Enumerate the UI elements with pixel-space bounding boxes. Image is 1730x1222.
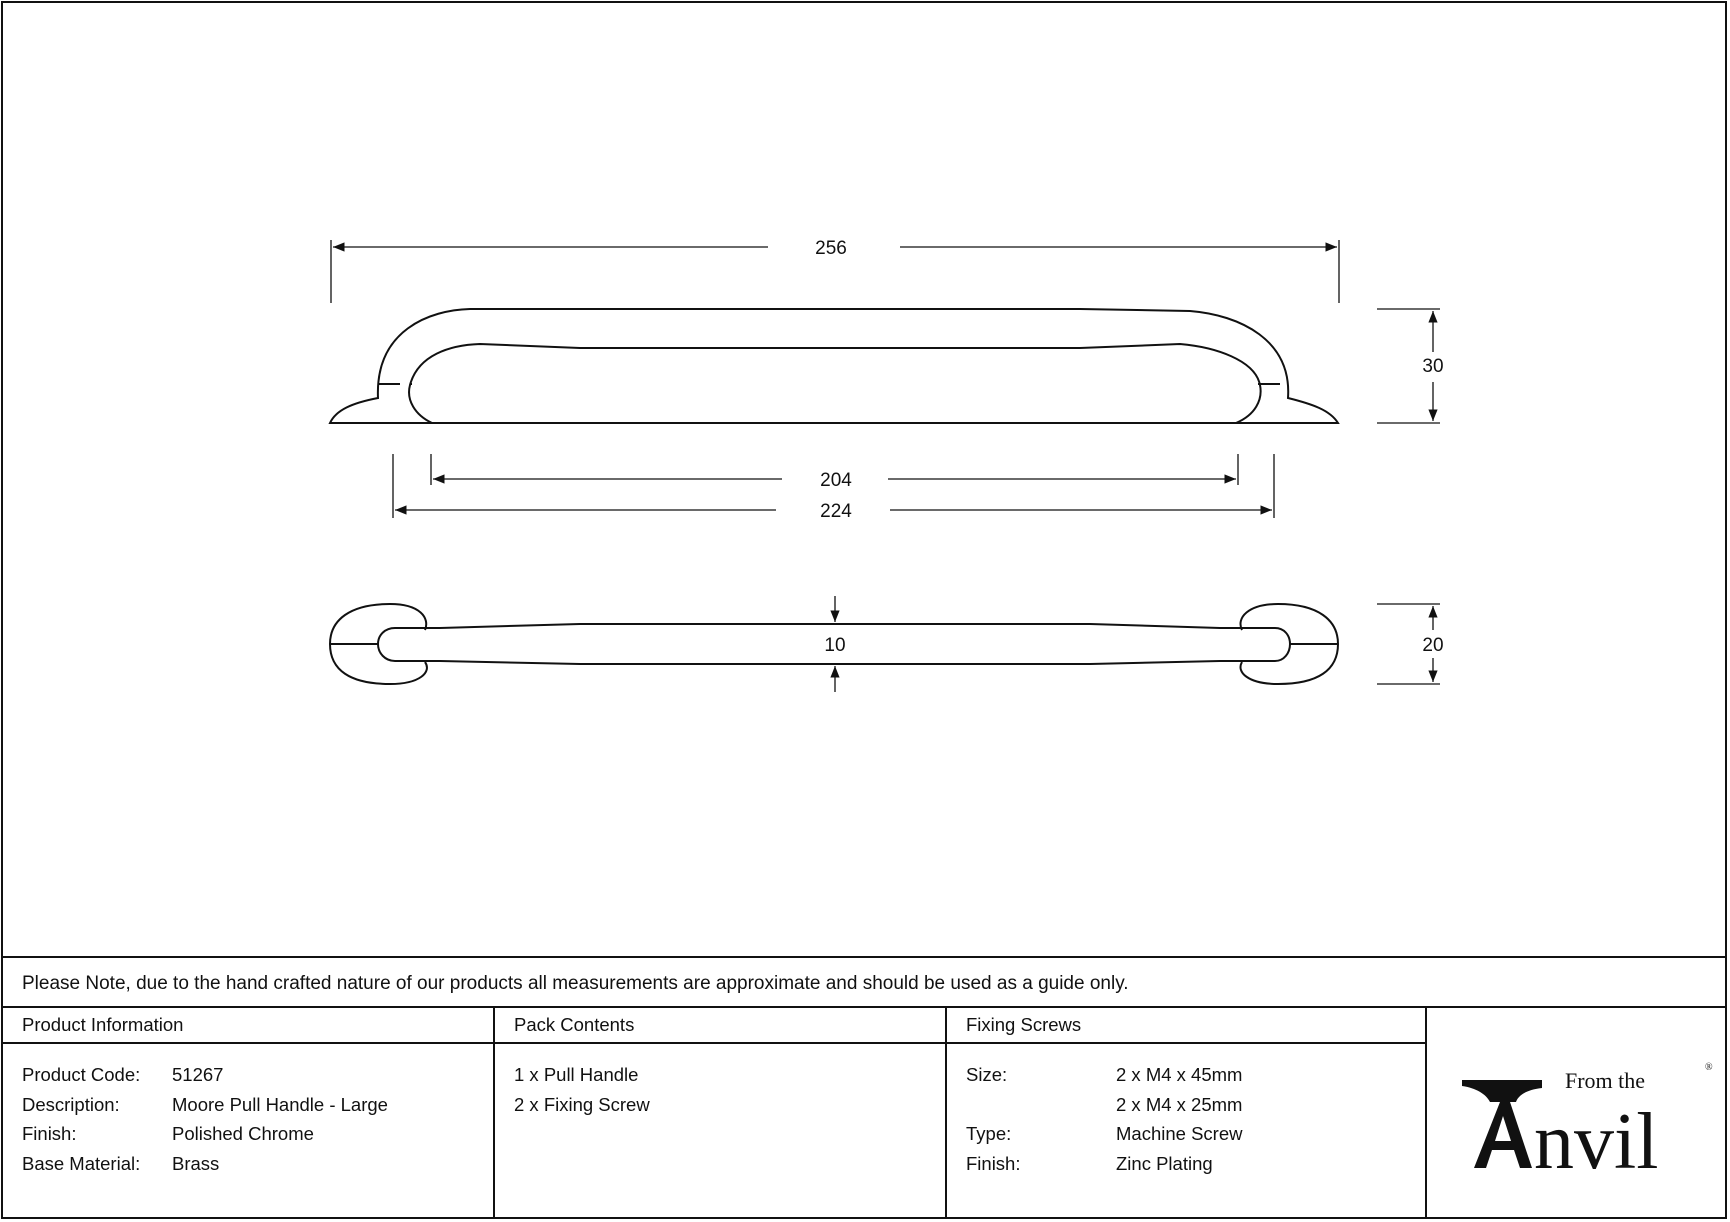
info-row [22, 1094, 493, 1124]
logo-word: nvil [1534, 1098, 1659, 1186]
info-label: Finish: [22, 1123, 77, 1144]
dim-fixing-centres: 224 [820, 501, 852, 522]
dim-inner-span: 204 [820, 470, 852, 491]
logo-from-the: From the [1565, 1068, 1646, 1093]
dim-grip-width: 10 [824, 635, 846, 656]
anvil-icon [1462, 1080, 1542, 1102]
screw-row [966, 1123, 1425, 1153]
logo-text-large: Anvil [1450, 1058, 1453, 1059]
screw-label: Finish: [966, 1152, 1021, 1174]
info-row [22, 1153, 493, 1183]
panel-divider [1425, 1008, 1427, 1219]
handle-side-view [330, 309, 1338, 423]
screw-value: Zinc Plating [1116, 1152, 1213, 1174]
info-label: Product Code: [22, 1064, 141, 1085]
pack-item: 1 x Pull Handle [514, 1064, 639, 1085]
pack-contents-panel [495, 1008, 945, 1219]
info-row [22, 1123, 493, 1153]
screw-label: Type: [966, 1123, 1012, 1144]
info-label: Base Material: [22, 1152, 141, 1174]
screw-label [966, 1094, 1116, 1124]
screw-value: 2 x M4 x 45mm [1116, 1064, 1243, 1085]
info-row [22, 1064, 493, 1094]
info-value: Brass [172, 1152, 220, 1174]
screw-row [966, 1064, 1425, 1094]
fixing-screws-panel [947, 1008, 1425, 1219]
logo-registered: ® [1705, 1062, 1713, 1073]
dim-overall-length: 256 [815, 238, 847, 259]
info-label: Description: [22, 1093, 120, 1115]
anvil-logo [1450, 1058, 1713, 1186]
product-info-heading: Product Information [3, 1008, 493, 1044]
screw-value: Machine Screw [1116, 1123, 1243, 1144]
screw-label: Size: [966, 1064, 1008, 1085]
screw-row [966, 1153, 1425, 1183]
screw-value: 2 x M4 x 25mm [1116, 1093, 1243, 1115]
disclaimer-note: Please Note, due to the hand crafted nature of our products all measurements are approximate and should be used as a guide only. [3, 956, 1725, 1008]
product-info-panel [3, 1008, 493, 1219]
info-value: Polished Chrome [172, 1123, 314, 1144]
info-value: Moore Pull Handle - Large [172, 1093, 388, 1115]
dim-height: 30 [1422, 356, 1444, 377]
info-value: 51267 [172, 1064, 224, 1085]
pack-item: 2 x Fixing Screw [514, 1093, 650, 1115]
pack-contents-heading: Pack Contents [495, 1008, 945, 1044]
dim-foot-width: 20 [1422, 635, 1444, 656]
screw-row [966, 1094, 1425, 1124]
fixing-screws-heading: Fixing Screws [947, 1008, 1425, 1044]
